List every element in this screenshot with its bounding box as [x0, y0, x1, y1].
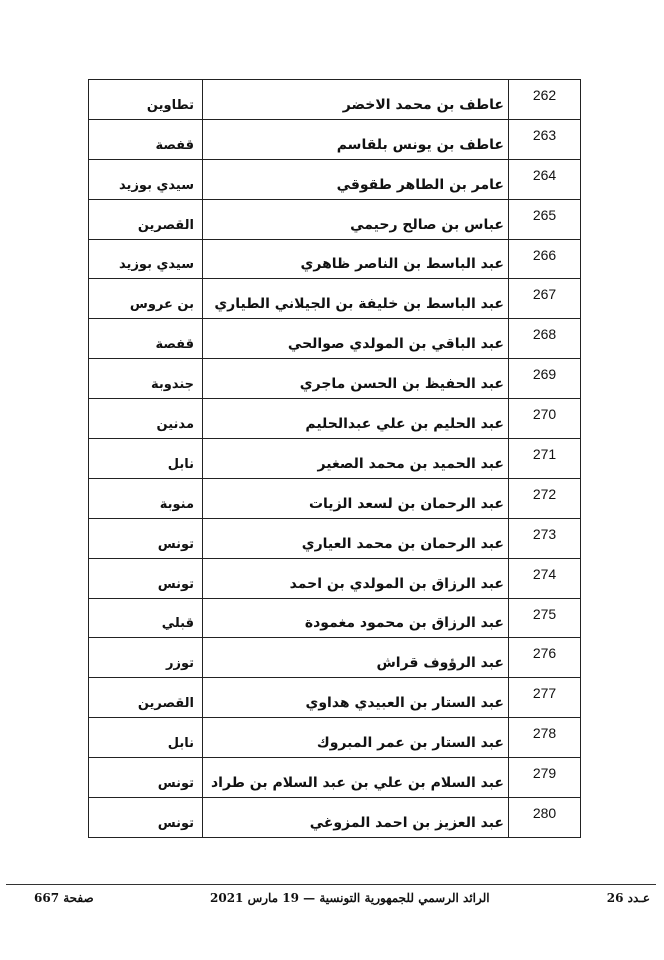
city: توزر	[166, 656, 194, 672]
full-name-cell	[203, 399, 509, 438]
row-number-cell	[509, 758, 581, 797]
full-name: عبد الحفيظ بن الحسن ماجري	[299, 376, 504, 393]
table-row	[89, 279, 581, 319]
city: القصرين	[137, 217, 194, 233]
city: نابل	[167, 456, 194, 472]
page-number: صفحة 667	[34, 891, 94, 905]
row-number-cell	[509, 319, 581, 358]
row-number: 277	[532, 685, 557, 702]
full-name-cell	[203, 200, 509, 239]
row-number: 268	[532, 326, 557, 343]
row-number-cell	[509, 120, 581, 159]
row-number-cell	[509, 439, 581, 478]
city: مدنين	[156, 417, 194, 433]
city-cell	[89, 80, 203, 119]
table-row	[89, 80, 581, 120]
full-name: عبد السلام بن علي بن عبد السلام بن طراد	[211, 775, 504, 792]
row-number-cell	[509, 279, 581, 318]
full-name-cell	[203, 120, 509, 159]
full-name: عبد الرزاق بن المولدي بن احمد	[289, 575, 504, 592]
city-cell	[89, 479, 203, 518]
table-row	[89, 479, 581, 519]
table-row	[89, 319, 581, 359]
row-number-cell	[509, 638, 581, 677]
table-row	[89, 200, 581, 240]
table-row	[89, 120, 581, 160]
city-cell	[89, 638, 203, 677]
row-number-cell	[509, 359, 581, 398]
row-number: 271	[532, 446, 557, 463]
full-name: عاطف بن يونس بلقاسم	[336, 136, 504, 153]
city-cell	[89, 200, 203, 239]
row-number: 276	[532, 645, 557, 662]
table-row	[89, 718, 581, 758]
city-cell	[89, 798, 203, 837]
city: جندوبة	[150, 377, 194, 393]
table-row	[89, 439, 581, 479]
city-cell	[89, 519, 203, 558]
row-number: 265	[532, 206, 557, 223]
row-number: 262	[532, 87, 557, 103]
row-number: 264	[532, 166, 557, 183]
city: سيدي بوزيد	[119, 257, 194, 273]
full-name: عبد الستار بن عمر المبروك	[316, 735, 504, 752]
city-cell	[89, 559, 203, 598]
city: تطاوين	[146, 97, 194, 113]
city: بن عروس	[129, 297, 194, 313]
row-number: 267	[532, 286, 557, 303]
row-number-cell	[509, 399, 581, 438]
journal-title-date: الرائد الرسمي للجمهورية التونسية — 19 مارس 2021	[210, 891, 490, 905]
row-number-cell	[509, 599, 581, 638]
row-number: 272	[532, 485, 557, 502]
row-number: 275	[532, 605, 557, 622]
city-cell	[89, 240, 203, 279]
city: سيدي بوزيد	[119, 177, 194, 193]
row-number: 278	[532, 725, 557, 742]
city: تونس	[157, 576, 194, 592]
full-name-cell	[203, 80, 509, 119]
city-cell	[89, 359, 203, 398]
full-name-cell	[203, 359, 509, 398]
city-cell	[89, 160, 203, 199]
row-number-cell	[509, 479, 581, 518]
city-cell	[89, 439, 203, 478]
full-name: عبد الرحمان بن محمد العياري	[301, 535, 504, 552]
city: تونس	[157, 776, 194, 792]
row-number: 270	[532, 406, 557, 423]
table-row	[89, 638, 581, 678]
city-cell	[89, 279, 203, 318]
table-row	[89, 519, 581, 559]
city: منوبة	[159, 496, 194, 512]
row-number-cell	[509, 798, 581, 837]
city-cell	[89, 120, 203, 159]
city-cell	[89, 758, 203, 797]
full-name-cell	[203, 479, 509, 518]
table-row	[89, 559, 581, 599]
row-number: 273	[532, 525, 557, 542]
registry-table	[88, 79, 581, 838]
full-name: عبد الحليم بن علي عبدالحليم	[305, 416, 504, 433]
full-name: عبد الستار بن العبيدي هداوي	[305, 695, 504, 712]
full-name-cell	[203, 798, 509, 837]
table-row	[89, 798, 581, 838]
city-cell	[89, 678, 203, 717]
footer-divider	[6, 884, 656, 885]
full-name-cell	[203, 559, 509, 598]
full-name-cell	[203, 319, 509, 358]
full-name-cell	[203, 519, 509, 558]
row-number-cell	[509, 678, 581, 717]
full-name: عبد الرزاق بن محمود مغمودة	[304, 615, 504, 632]
city-cell	[89, 718, 203, 757]
city: القصرين	[137, 696, 194, 712]
city: تونس	[157, 815, 194, 831]
city: قفصة	[155, 137, 194, 153]
full-name-cell	[203, 279, 509, 318]
row-number-cell	[509, 718, 581, 757]
full-name: عامر بن الطاهر طقوقي	[336, 176, 504, 193]
full-name: عبد العزيز بن احمد المزوغي	[309, 814, 504, 831]
row-number: 269	[532, 366, 557, 383]
full-name-cell	[203, 240, 509, 279]
full-name-cell	[203, 718, 509, 757]
city: تونس	[157, 536, 194, 552]
full-name: عبد الرؤوف قراش	[376, 655, 504, 672]
city-cell	[89, 319, 203, 358]
full-name-cell	[203, 160, 509, 199]
city: قفصة	[155, 337, 194, 353]
row-number-cell	[509, 80, 581, 119]
table-row	[89, 599, 581, 639]
table-row	[89, 240, 581, 280]
row-number: 279	[532, 765, 557, 782]
table-row	[89, 399, 581, 439]
issue-number: عـدد 26	[606, 891, 650, 905]
full-name: عبد الباسط بن خليفة بن الجيلاني الطياري	[214, 296, 504, 313]
row-number-cell	[509, 240, 581, 279]
row-number: 266	[532, 246, 557, 263]
full-name-cell	[203, 758, 509, 797]
full-name-cell	[203, 439, 509, 478]
city: نابل	[167, 736, 194, 752]
city-cell	[89, 599, 203, 638]
city-cell	[89, 399, 203, 438]
city: قبلي	[161, 616, 194, 632]
full-name-cell	[203, 638, 509, 677]
full-name: عبد الباسط بن الناصر ظاهري	[300, 256, 504, 273]
row-number: 280	[532, 805, 557, 822]
full-name-cell	[203, 678, 509, 717]
full-name: عاطف بن محمد الاخضر	[342, 96, 504, 113]
table-row	[89, 758, 581, 798]
full-name: عبد الباقي بن المولدي صوالحي	[287, 336, 504, 353]
table-row	[89, 160, 581, 200]
full-name: عبد الرحمان بن لسعد الزيات	[308, 495, 504, 512]
row-number-cell	[509, 160, 581, 199]
row-number: 274	[532, 565, 557, 582]
row-number: 263	[532, 126, 557, 143]
row-number-cell	[509, 200, 581, 239]
full-name: عبد الحميد بن محمد الصغير	[317, 455, 504, 472]
table-row	[89, 678, 581, 718]
row-number-cell	[509, 519, 581, 558]
full-name: عباس بن صالح رحيمي	[350, 216, 504, 233]
full-name-cell	[203, 599, 509, 638]
table-row	[89, 359, 581, 399]
row-number-cell	[509, 559, 581, 598]
